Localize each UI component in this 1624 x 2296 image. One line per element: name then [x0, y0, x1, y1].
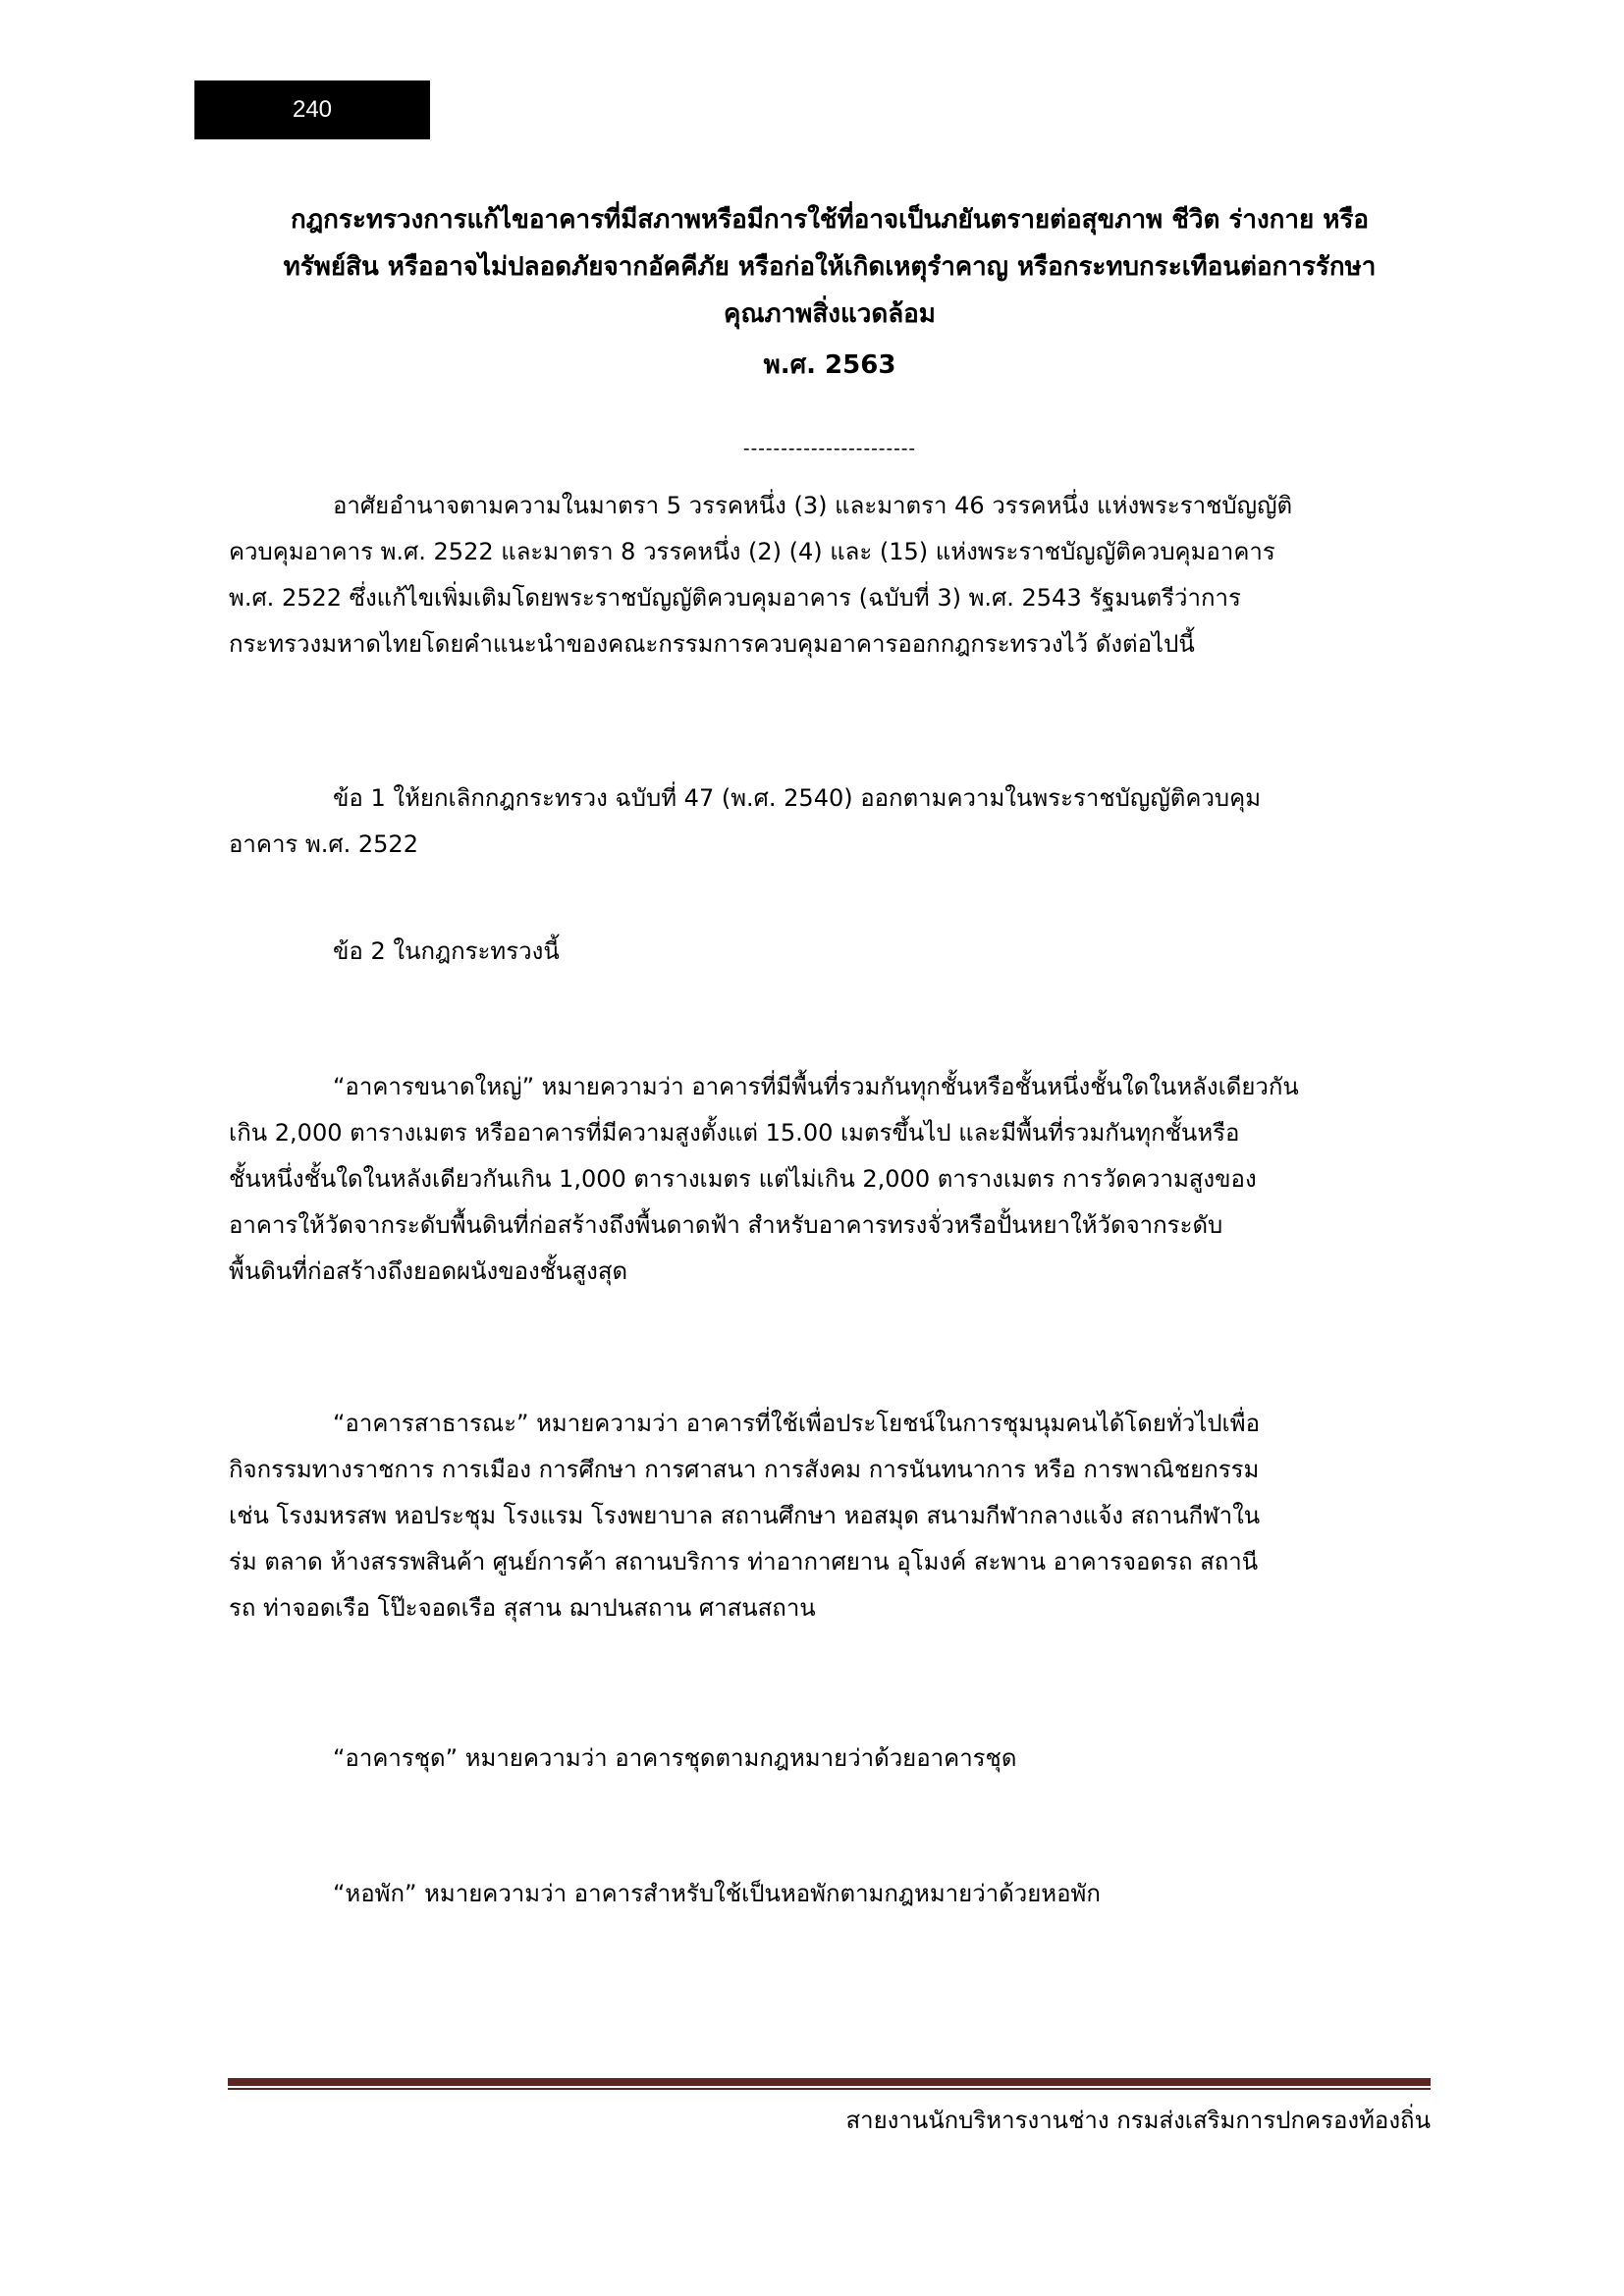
- paragraph-line: “หอพัก” หมายความว่า อาคารสำหรับใช้เป็นหอพักตามกฎหมายว่าด้วยหอพัก: [333, 1880, 1101, 1907]
- title-line: กฎกระทรวงการแก้ไขอาคารที่มีสภาพหรือมีการใช้ที่อาจเป็นภยันตรายต่อสุขภาพ ชีวิต ร่างกาย หรือ: [290, 205, 1370, 235]
- title-line: ทรัพย์สิน หรืออาจไม่ปลอดภัยจากอัคคีภัย หรือก่อให้เกิดเหตุรำคาญ หรือกระทบกระเทือนต่อการรักษา: [283, 252, 1377, 282]
- page-number: 240: [292, 96, 333, 123]
- paragraph-line: อาคารให้วัดจากระดับพื้นดินที่ก่อสร้างถึงพื้นดาดฟ้า สำหรับอาคารทรงจั่วหรือปั้นหยาให้วัดจากระดับ: [229, 1211, 1223, 1239]
- document-title: [228, 196, 1432, 389]
- title-year: พ.ศ. 2563: [763, 350, 896, 380]
- clause-2: [229, 929, 1432, 975]
- paragraph-line: ควบคุมอาคาร พ.ศ. 2522 และมาตรา 8 วรรคหนึ่ง (2) (4) และ (15) แห่งพระราชบัญญัติควบคุมอาคาร: [229, 538, 1275, 565]
- definition-large-building: [229, 1064, 1432, 1295]
- paragraph-line: “อาคารชุด” หมายความว่า อาคารชุดตามกฎหมายว่าด้วยอาคารชุด: [333, 1744, 1017, 1772]
- paragraph-line: เช่น โรงมหรสพ หอประชุม โรงแรม โรงพยาบาล สถานศึกษา หอสมุด สนามกีฬากลางแจ้ง สถานกีฬาใน: [229, 1502, 1261, 1529]
- paragraph-line: กิจกรรมทางราชการ การเมือง การศึกษา การศาสนา การสังคม การนันทนาการ หรือ การพาณิชยกรรม: [229, 1456, 1260, 1483]
- definition-dormitory: [229, 1871, 1432, 1917]
- paragraph-line: พ.ศ. 2522 ซึ่งแก้ไขเพิ่มเติมโดยพระราชบัญญัติควบคุมอาคาร (ฉบับที่ 3) พ.ศ. 2543 รัฐมนตรีว่าการ: [229, 584, 1241, 612]
- paragraph-line: ข้อ 1 ให้ยกเลิกกฎกระทรวง ฉบับที่ 47 (พ.ศ. 2540) ออกตามความในพระราชบัญญัติควบคุม: [333, 784, 1262, 812]
- paragraph-line: อาคาร พ.ศ. 2522: [229, 830, 418, 858]
- preamble-paragraph: [229, 483, 1432, 667]
- paragraph-line: รถ ท่าจอดเรือ โป๊ะจอดเรือ สุสาน ฌาปนสถาน ศาสนสถาน: [229, 1594, 816, 1622]
- clause-1: [229, 775, 1432, 868]
- paragraph-line: ชั้นหนึ่งชั้นใดในหลังเดียวกันเกิน 1,000 ตารางเมตร แต่ไม่เกิน 2,000 ตารางเมตร การวัดความสูงของ: [229, 1165, 1257, 1193]
- paragraph-line: กระทรวงมหาดไทยโดยคำแนะนำของคณะกรรมการควบคุมอาคารออกกฎกระทรวงไว้ ดังต่อไปนี้: [229, 630, 1195, 658]
- footer-text: สายงานนักบริหารงานช่าง กรมส่งเสริมการปกครองท้องถิ่น: [845, 2107, 1431, 2134]
- paragraph-line: พื้นดินที่ก่อสร้างถึงยอดผนังของชั้นสูงสุด: [229, 1257, 628, 1285]
- footer-rule-thick: [228, 2078, 1431, 2086]
- title-line: คุณภาพสิ่งแวดล้อม: [724, 299, 936, 329]
- definition-condominium: [229, 1735, 1432, 1782]
- definition-public-building: [229, 1401, 1432, 1631]
- paragraph-line: ร่ม ตลาด ห้างสรรพสินค้า ศูนย์การค้า สถานบริการ ท่าอากาศยาน อุโมงค์ สะพาน อาคารจอดรถ สถานี: [229, 1548, 1259, 1575]
- paragraph-line: “อาคารขนาดใหญ่” หมายความว่า อาคารที่มีพื้นที่รวมกันทุกชั้นหรือชั้นหนึ่งชั้นใดในหลังเดียวกัน: [333, 1073, 1299, 1100]
- paragraph-line: อาศัยอำนาจตามความในมาตรา 5 วรรคหนึ่ง (3) และมาตรา 46 วรรคหนึ่ง แห่งพระราชบัญญัติ: [333, 492, 1293, 519]
- paragraph-line: “อาคารสาธารณะ” หมายความว่า อาคารที่ใช้เพื่อประโยชน์ในการชุมนุมคนได้โดยทั่วไปเพื่อ: [333, 1410, 1260, 1437]
- paragraph-line: เกิน 2,000 ตารางเมตร หรืออาคารที่มีความสูงตั้งแต่ 15.00 เมตรขึ้นไป และมีพื้นที่รวมกันทุกชั้นหรือ: [229, 1119, 1240, 1147]
- footer-rule-thin: [228, 2088, 1431, 2090]
- paragraph-line: ข้อ 2 ในกฎกระทรวงนี้: [333, 937, 560, 965]
- page-number-box: [194, 80, 430, 139]
- separator: -----------------------: [742, 438, 917, 459]
